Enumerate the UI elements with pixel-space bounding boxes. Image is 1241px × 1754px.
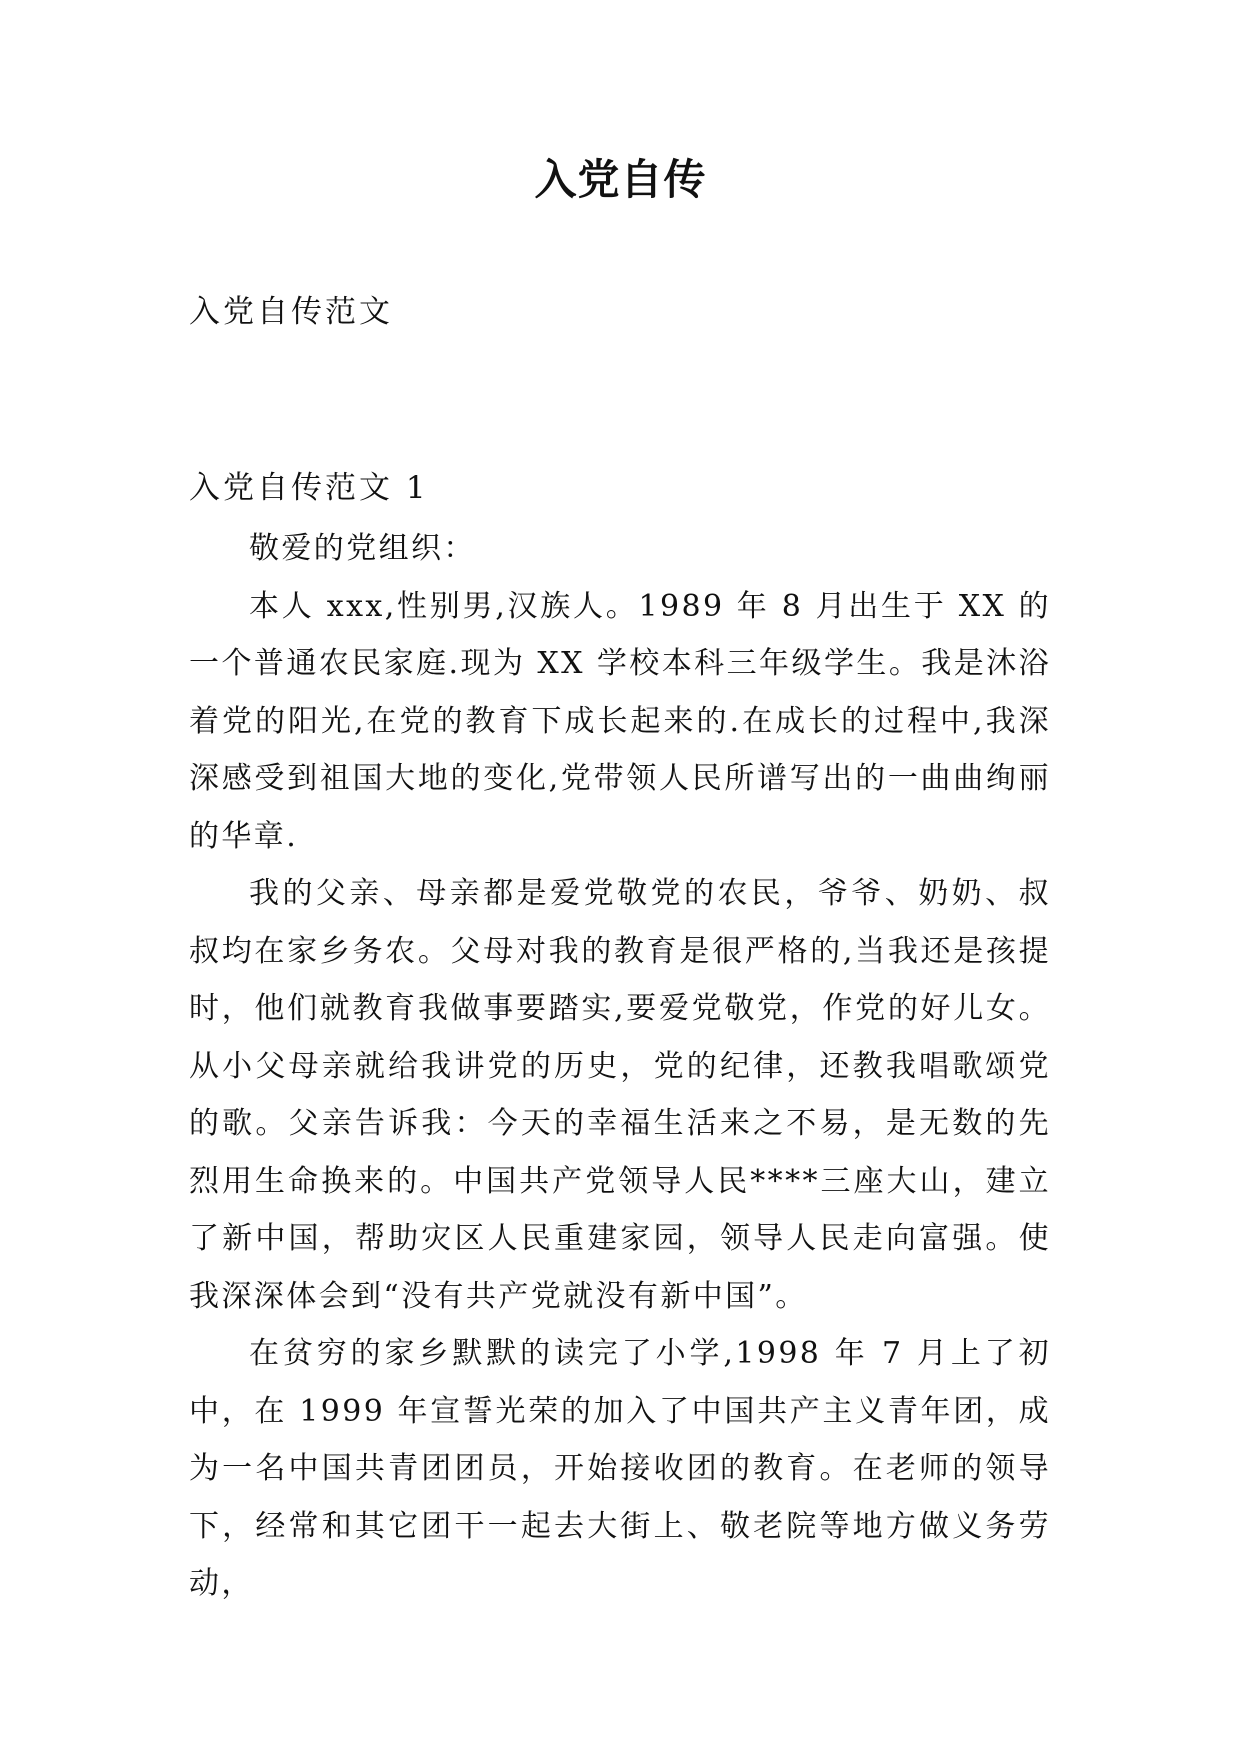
salutation: 敬爱的党组织： (249, 531, 476, 566)
body-paragraph: 我的父亲、母亲都是爱党敬党的农民，爷爷、奶奶、叔叔均在家乡务农。父母对我的教育是很严格的,当我还是孩提时，他们就教育我做事要踏实,要爱党敬党，作党的好儿女。从小父母亲就给我讲党的历史，党的纪律，还教我唱歌颂党的歌。父亲告诉我：今天的幸福生活来之不易，是无数的先烈用生命换来的。中国共产党领导人民****三座大山，建立了新中国，帮助灾区人民重建家园，领导人民走向富强。使我深深体会到“没有共产党就没有新中国”。 (189, 876, 1051, 1314)
body-paragraph: 在贫穷的家乡默默的读完了小学,1998 年 7 月上了初中，在 1999 年宣誓光荣的加入了中国共产主义青年团，成为一名中国共青团团员，开始接收团的教育。在老师的领导下，经常和其它团干一起去大街上、敬老院等地方做义务劳动， (189, 1336, 1051, 1601)
body-paragraph: 本人 xxx,性别男,汉族人。1989 年 8 月出生于 XX 的一个普通农民家庭.现为 XX 学校本科三年级学生。我是沐浴着党的阳光,在党的教育下成长起来的.在成长的过程中,我深深感受到祖国大地的变化,党带领人民所谱写出的一曲曲绚丽的华章. (189, 588, 1051, 854)
document-title: 入党自传 (534, 155, 707, 204)
section-heading: 入党自传范文 1 (189, 470, 429, 506)
document-subtitle: 入党自传范文 (189, 294, 393, 330)
letter-body (189, 520, 1051, 1613)
